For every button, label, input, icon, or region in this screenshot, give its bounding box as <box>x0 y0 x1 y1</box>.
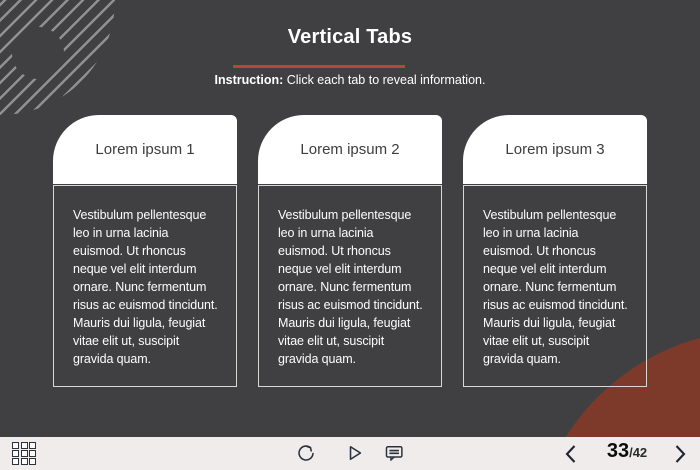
tab-1-content: Vestibulum pellentesque leo in urna lacinia euismod. Ut rhoncus neque vel elit interdum ornare. Nunc fermentum risus ac euismod tincidunt. Mauris dui ligula, feugiat vitae elit ut, suscipit gravida quam. <box>53 185 237 387</box>
tab-3-button[interactable]: Lorem ipsum 3 <box>463 115 647 184</box>
tab-2-button[interactable]: Lorem ipsum 2 <box>258 115 442 184</box>
tab-3-content: Vestibulum pellentesque leo in urna lacinia euismod. Ut rhoncus neque vel elit interdum ornare. Nunc fermentum risus ac euismod tincidunt. Mauris dui ligula, feugiat vitae elit ut, suscipit gravida quam. <box>463 185 647 387</box>
tab-2-content: Vestibulum pellentesque leo in urna lacinia euismod. Ut rhoncus neque vel elit interdum ornare. Nunc fermentum risus ac euismod tincidunt. Mauris dui ligula, feugiat vitae elit ut, suscipit gravida quam. <box>258 185 442 387</box>
tabs-row <box>53 115 647 387</box>
instruction <box>0 73 700 87</box>
instruction-label: Instruction: <box>214 73 284 87</box>
instruction-text: Click each tab to reveal information. <box>283 73 486 87</box>
play-button[interactable] <box>343 442 365 464</box>
prev-slide-button[interactable] <box>563 443 579 465</box>
comments-button[interactable] <box>383 442 405 464</box>
refresh-icon <box>295 442 317 464</box>
slide-number-current: 33 <box>606 440 630 462</box>
title-divider <box>233 65 405 68</box>
play-icon <box>343 442 365 464</box>
refresh-button[interactable] <box>295 442 317 464</box>
comment-icon <box>383 442 405 464</box>
chevron-right-icon <box>672 443 688 465</box>
tab-1-button[interactable]: Lorem ipsum 1 <box>53 115 237 184</box>
next-slide-button[interactable] <box>672 443 688 465</box>
tab-card-1 <box>53 115 237 387</box>
slide-counter <box>596 440 658 463</box>
tab-card-2 <box>258 115 442 387</box>
player-bar <box>0 437 700 470</box>
slide-number-total: /42 <box>629 445 648 460</box>
menu-button[interactable] <box>12 442 36 465</box>
tab-card-3 <box>463 115 647 387</box>
grid-menu-icon <box>12 442 36 465</box>
chevron-left-icon <box>563 443 579 465</box>
page-title: Vertical Tabs <box>287 26 413 48</box>
